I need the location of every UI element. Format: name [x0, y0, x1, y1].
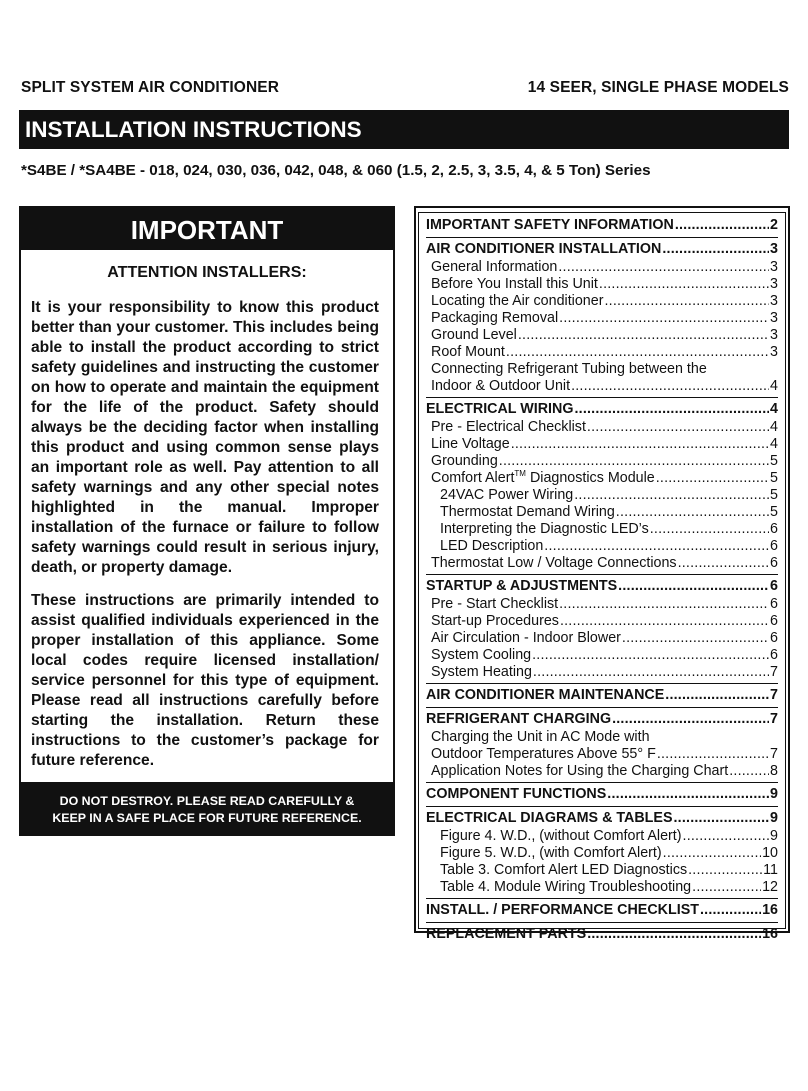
toc-entry[interactable] [426, 453, 778, 470]
toc-leader [532, 647, 769, 664]
toc-entry[interactable] [426, 845, 778, 862]
toc-leader [662, 240, 769, 259]
toc-leader [650, 521, 769, 538]
toc-label: Thermostat Low / Voltage Connections [431, 555, 677, 571]
toc-leader [604, 293, 769, 310]
toc-label: Thermostat Demand Wiring [440, 504, 615, 520]
toc-entry[interactable] [426, 613, 778, 630]
toc-page: 16 [762, 902, 778, 918]
toc-leader [574, 487, 769, 504]
toc-leader [599, 276, 769, 293]
toc-label: AIR CONDITIONER MAINTENANCE [426, 687, 665, 703]
important-heading: IMPORTANT [21, 208, 393, 250]
toc-entry[interactable] [426, 419, 778, 436]
toc-entry[interactable] [426, 216, 778, 235]
toc-page: 7 [770, 746, 778, 762]
comfort-alert-label: Comfort Alert [431, 470, 515, 486]
toc-label: INSTALL. / PERFORMANCE CHECKLIST [426, 902, 699, 918]
header-left-text: SPLIT SYSTEM AIR CONDITIONER [21, 79, 279, 96]
toc-label: LED Description [440, 538, 544, 554]
toc-entry[interactable] [426, 538, 778, 555]
toc-page: 6 [770, 578, 778, 594]
toc-leader [518, 327, 769, 344]
toc-entry[interactable] [426, 664, 778, 681]
toc-page: 6 [770, 613, 778, 629]
toc-entry[interactable] [426, 862, 778, 879]
important-notice-box [19, 206, 395, 784]
toc-entry[interactable] [426, 470, 778, 487]
toc-entry[interactable] [426, 596, 778, 613]
toc-leader [587, 925, 761, 944]
toc-label: System Heating [431, 664, 532, 680]
toc-page: 7 [770, 687, 778, 703]
toc-leader [683, 828, 770, 845]
toc-leader [663, 845, 761, 862]
toc-entry[interactable] [426, 647, 778, 664]
toc-entry[interactable] [426, 809, 778, 828]
toc-entry[interactable] [426, 327, 778, 344]
table-of-contents [414, 206, 790, 942]
toc-label: IMPORTANT SAFETY INFORMATION [426, 217, 674, 233]
toc-page: 5 [770, 504, 778, 520]
toc-leader [729, 763, 769, 780]
toc-entry[interactable] [426, 925, 778, 944]
toc-page: 3 [770, 344, 778, 360]
toc-label: Table 3. Comfort Alert LED Diagnostics [440, 862, 688, 878]
toc-section-components [426, 782, 778, 804]
toc-leader [558, 259, 769, 276]
toc-label: Figure 5. W.D., (with Comfort Alert) [440, 845, 662, 861]
toc-label: Pre - Electrical Checklist [431, 419, 586, 435]
toc-page: 9 [770, 828, 778, 844]
toc-leader [665, 686, 769, 705]
toc-leader [700, 901, 761, 920]
toc-label: Charging the Unit in AC Mode with [431, 729, 650, 745]
toc-leader [560, 613, 769, 630]
toc-label: Interpreting the Diagnostic LED’s [440, 521, 649, 537]
toc-section-safety [426, 216, 778, 235]
toc-section-startup [426, 574, 778, 681]
toc-leader [622, 630, 769, 647]
toc-leader [607, 785, 769, 804]
toc-label: Indoor & Outdoor Unit [431, 378, 571, 394]
toc-entry[interactable] [426, 378, 778, 395]
toc-leader [544, 538, 769, 555]
toc-section-diagrams [426, 806, 778, 896]
toc-page: 5 [770, 487, 778, 503]
toc-page: 4 [770, 419, 778, 435]
toc-page: 4 [770, 401, 778, 417]
toc-section-checklist [426, 898, 778, 920]
toc-entry[interactable] [426, 436, 778, 453]
toc-entry[interactable] [426, 276, 778, 293]
toc-entry[interactable] [426, 240, 778, 259]
toc-label: General Information [431, 259, 558, 275]
toc-section-parts [426, 922, 778, 944]
toc-leader [499, 453, 769, 470]
toc-section-charging [426, 707, 778, 780]
toc-label: Pre - Start Checklist [431, 596, 559, 612]
toc-label: STARTUP & ADJUSTMENTS [426, 578, 618, 594]
toc-leader [616, 504, 769, 521]
toc-label: Ground Level [431, 327, 517, 343]
toc-leader [688, 862, 762, 879]
toc-entry[interactable] [426, 879, 778, 896]
toc-label: ELECTRICAL DIAGRAMS & TABLES [426, 810, 673, 826]
toc-label: REFRIGERANT CHARGING [426, 711, 612, 727]
toc-entry[interactable] [426, 293, 778, 310]
notice-line-2: KEEP IN A SAFE PLACE FOR FUTURE REFERENCE. [52, 811, 362, 825]
toc-leader [657, 746, 769, 763]
toc-section-installation [426, 237, 778, 395]
toc-entry[interactable] [426, 785, 778, 804]
toc-entry[interactable] [426, 686, 778, 705]
toc-entry[interactable] [426, 577, 778, 596]
toc-page: 6 [770, 596, 778, 612]
toc-leader [571, 378, 769, 395]
toc-entry[interactable] [426, 310, 778, 327]
toc-entry[interactable] [426, 400, 778, 419]
toc-leader [506, 344, 769, 361]
toc-label: Grounding [431, 453, 498, 469]
intended-use-paragraph: These instructions are primarily intended to assist qualified individuals experienced in the proper installation of this appliance. Some local codes require licensed installation/ service personnel for this type of equipment. Please read all instructions carefully before starting the installation. Return these instructions to the customer’s package for future reference. [31, 592, 379, 769]
toc-page: 2 [770, 217, 778, 233]
toc-page: 6 [770, 647, 778, 663]
toc-leader [692, 879, 761, 896]
attention-installers-heading: ATTENTION INSTALLERS: [107, 264, 307, 281]
toc-label: ELECTRICAL WIRING [426, 401, 574, 417]
toc-page: 3 [770, 327, 778, 343]
toc-page: 8 [770, 763, 778, 779]
toc-page: 3 [770, 259, 778, 275]
toc-entry[interactable] [426, 901, 778, 920]
toc-entry[interactable] [426, 259, 778, 276]
toc-page: 11 [763, 862, 778, 878]
toc-leader [559, 310, 769, 327]
document-title: INSTALLATION INSTRUCTIONS [19, 110, 789, 149]
toc-page: 10 [762, 845, 778, 861]
toc-entry[interactable] [426, 763, 778, 780]
toc-label: 24VAC Power Wiring [440, 487, 574, 503]
toc-label: REPLACEMENT PARTS [426, 926, 587, 942]
toc-leader [511, 436, 769, 453]
toc-leader [612, 710, 769, 729]
toc-leader [618, 577, 769, 596]
toc-page: 4 [770, 378, 778, 394]
toc-page: 3 [770, 276, 778, 292]
toc-label: Figure 4. W.D., (without Comfort Alert) [440, 828, 682, 844]
toc-entry[interactable] [426, 828, 778, 845]
toc-label: Line Voltage [431, 436, 510, 452]
toc-leader [675, 216, 769, 235]
toc-page: 9 [770, 786, 778, 802]
toc-inner-frame [418, 212, 786, 942]
toc-leader [574, 400, 769, 419]
toc-entry[interactable] [426, 555, 778, 572]
toc-label: COMPONENT FUNCTIONS [426, 786, 607, 802]
diagnostics-module-label: Diagnostics Module [525, 470, 655, 486]
model-series: *S4BE / *SA4BE - 018, 024, 030, 036, 042, 048, & 060 (1.5, 2, 2.5, 3, 3.5, 4, & 5 Ton) Series [21, 162, 651, 179]
toc-label: Locating the Air conditioner [431, 293, 604, 309]
toc-entry[interactable] [426, 630, 778, 647]
toc-page: 4 [770, 436, 778, 452]
toc-page: 7 [770, 711, 778, 727]
toc-page: 3 [770, 241, 778, 257]
toc-leader [587, 419, 769, 436]
toc-label: Start-up Procedures [431, 613, 559, 629]
toc-label: Before You Install this Unit [431, 276, 598, 292]
toc-leader [559, 596, 769, 613]
toc-entry[interactable] [426, 344, 778, 361]
toc-page: 7 [770, 664, 778, 680]
header-right-text: 14 SEER, SINGLE PHASE MODELS [527, 79, 789, 96]
toc-leader [533, 664, 769, 681]
toc-entry-line[interactable] [426, 729, 778, 746]
toc-leader [656, 470, 769, 487]
toc-page: 9 [770, 810, 778, 826]
toc-entry[interactable] [426, 710, 778, 729]
toc-label: Application Notes for Using the Charging Chart [431, 763, 729, 779]
toc-page: 6 [770, 555, 778, 571]
toc-entry[interactable] [426, 521, 778, 538]
toc-label [431, 470, 655, 487]
toc-label: Outdoor Temperatures Above 55° F [431, 746, 656, 762]
toc-label: Roof Mount [431, 344, 505, 360]
toc-label: Air Circulation - Indoor Blower [431, 630, 621, 646]
toc-page: 5 [770, 470, 778, 486]
notice-line-1: DO NOT DESTROY. PLEASE READ CAREFULLY & [59, 794, 355, 808]
toc-page: 3 [770, 310, 778, 326]
toc-page: 6 [770, 630, 778, 646]
toc-label: Connecting Refrigerant Tubing between the [431, 361, 707, 377]
toc-page: 16 [762, 926, 778, 942]
toc-entry[interactable] [426, 504, 778, 521]
toc-page: 3 [770, 293, 778, 309]
toc-section-maintenance [426, 683, 778, 705]
toc-entry[interactable] [426, 487, 778, 504]
toc-entry[interactable] [426, 746, 778, 763]
toc-page: 6 [770, 538, 778, 554]
toc-page: 5 [770, 453, 778, 469]
toc-label: Table 4. Module Wiring Troubleshooting [440, 879, 692, 895]
toc-entry-line[interactable] [426, 361, 778, 378]
toc-page: 6 [770, 521, 778, 537]
toc-label: System Cooling [431, 647, 532, 663]
responsibility-paragraph: It is your responsibility to know this product better than your customer. This includes being able to install the product according to strict safety guidelines and instructing the customer on how to operate and maintain the equipment for the life of the product. Safety should always be the deciding factor when installing this product and using common sense plays an important role as well. Pay attention to all safety warnings and any other special notes highlighted in the manual. Improper installation of the furnace or failure to follow safety warnings could result in serious injury, death, or property damage. [31, 299, 379, 576]
toc-leader [674, 809, 770, 828]
toc-page: 12 [762, 879, 778, 895]
toc-leader [678, 555, 769, 572]
toc-label: AIR CONDITIONER INSTALLATION [426, 241, 662, 257]
do-not-destroy-notice [19, 784, 395, 836]
trademark-mark: TM [514, 469, 526, 479]
toc-section-electrical [426, 397, 778, 572]
toc-label: Packaging Removal [431, 310, 559, 326]
